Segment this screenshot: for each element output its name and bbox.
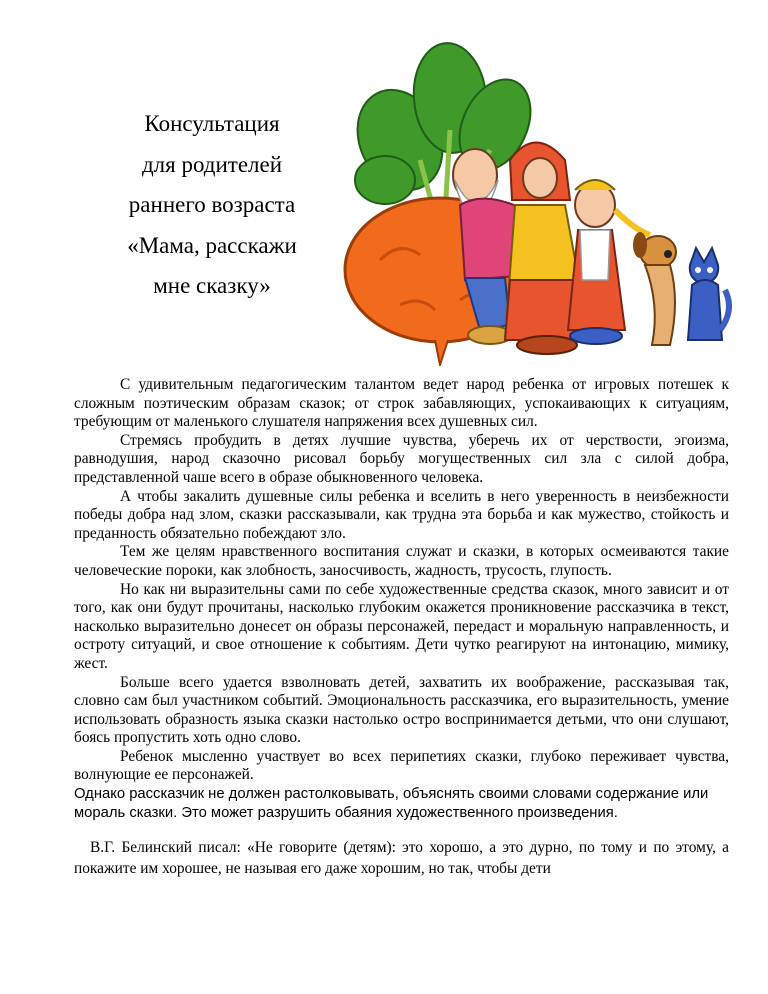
paragraph-quote: В.Г. Белинский писал: «Не говорите (детям): это хорошо, а это дурно, по тому и по этому, а покажите им хорошее, не называя его даже хорошим, но так, чтобы дети <box>74 838 729 877</box>
paragraph-3: А чтобы закалить душевные силы ребенка и вселить в него уверенность в неизбежности победы добра над злом, сказки рассказывали, как трудна эта борьба и как мужество, стойкость и преданность обязательно побеждают зло. <box>74 487 729 542</box>
paragraph-2: Стремясь пробудить в детях лучшие чувства, уберечь их от черствости, эгоизма, равнодушия, народ сказочно рисовал борьбу могущественных сил зла с силой добра, представленной чаше всего в образе обыкновенного человека. <box>74 431 729 486</box>
title-line-5: мне сказку» <box>153 273 271 298</box>
paragraph-5: Но как ни выразительны сами по себе художественные средства сказок, много зависит и от того, как они будут прочитаны, насколько глубоким окажется проникновение рассказчика в текст, насколько выразительно донесет он образы персонажей, передаст и моральную направленность, и остроту ситуаций, и свое отношение к событиям. Дети чутко реагируют на интонацию, мимику, жест. <box>74 580 729 672</box>
paragraph-1: С удивительным педагогическим талантом ведет народ ребенка от игровых потешек к сложным поэтическим образам сказок; от строк забавляющих, успокаивающих к ситуациям, требующим от маленького слушателя напряжения всех душевных сил. <box>74 376 729 431</box>
paragraph-4: Тем же целям нравственного воспитания служат и сказки, в которых осмеиваются такие человеческие пороки, как злобность, заносчивость, жадность, трусость, глупость. <box>74 543 729 579</box>
fairy-tale-turnip-illustration <box>340 40 732 366</box>
title-line-2: для родителей <box>141 151 283 177</box>
paragraph-6: Больше всего удается взволновать детей, захватить их воображение, рассказывая так, словно сам был участником событий. Эмоциональность рассказчика, его выразительность, умение использовать образность языка сказки настолько остро воспринимается детьми, что они слушают, боясь пропустить хоть одно слово. <box>74 673 729 747</box>
paragraph-7: Ребенок мысленно участвует во всех перипетиях сказки, глубоко переживает чувства, волнующие ее персонажей. <box>74 747 729 784</box>
granddaughter-figure <box>568 180 650 344</box>
page-title <box>96 104 328 307</box>
dog-figure <box>633 232 676 345</box>
title-line-3: раннего возраста <box>128 192 296 217</box>
article-body <box>74 376 729 879</box>
cat-figure <box>688 248 729 340</box>
paragraph-plain: Однако рассказчик не должен растолковывать, объяснять своими словами содержание или мораль сказки. Это может разрушить обаяния художественного произведения. <box>74 786 709 822</box>
title-line-4: «Мама, расскажи <box>127 232 297 258</box>
title-line-1: Консультация <box>144 111 280 136</box>
